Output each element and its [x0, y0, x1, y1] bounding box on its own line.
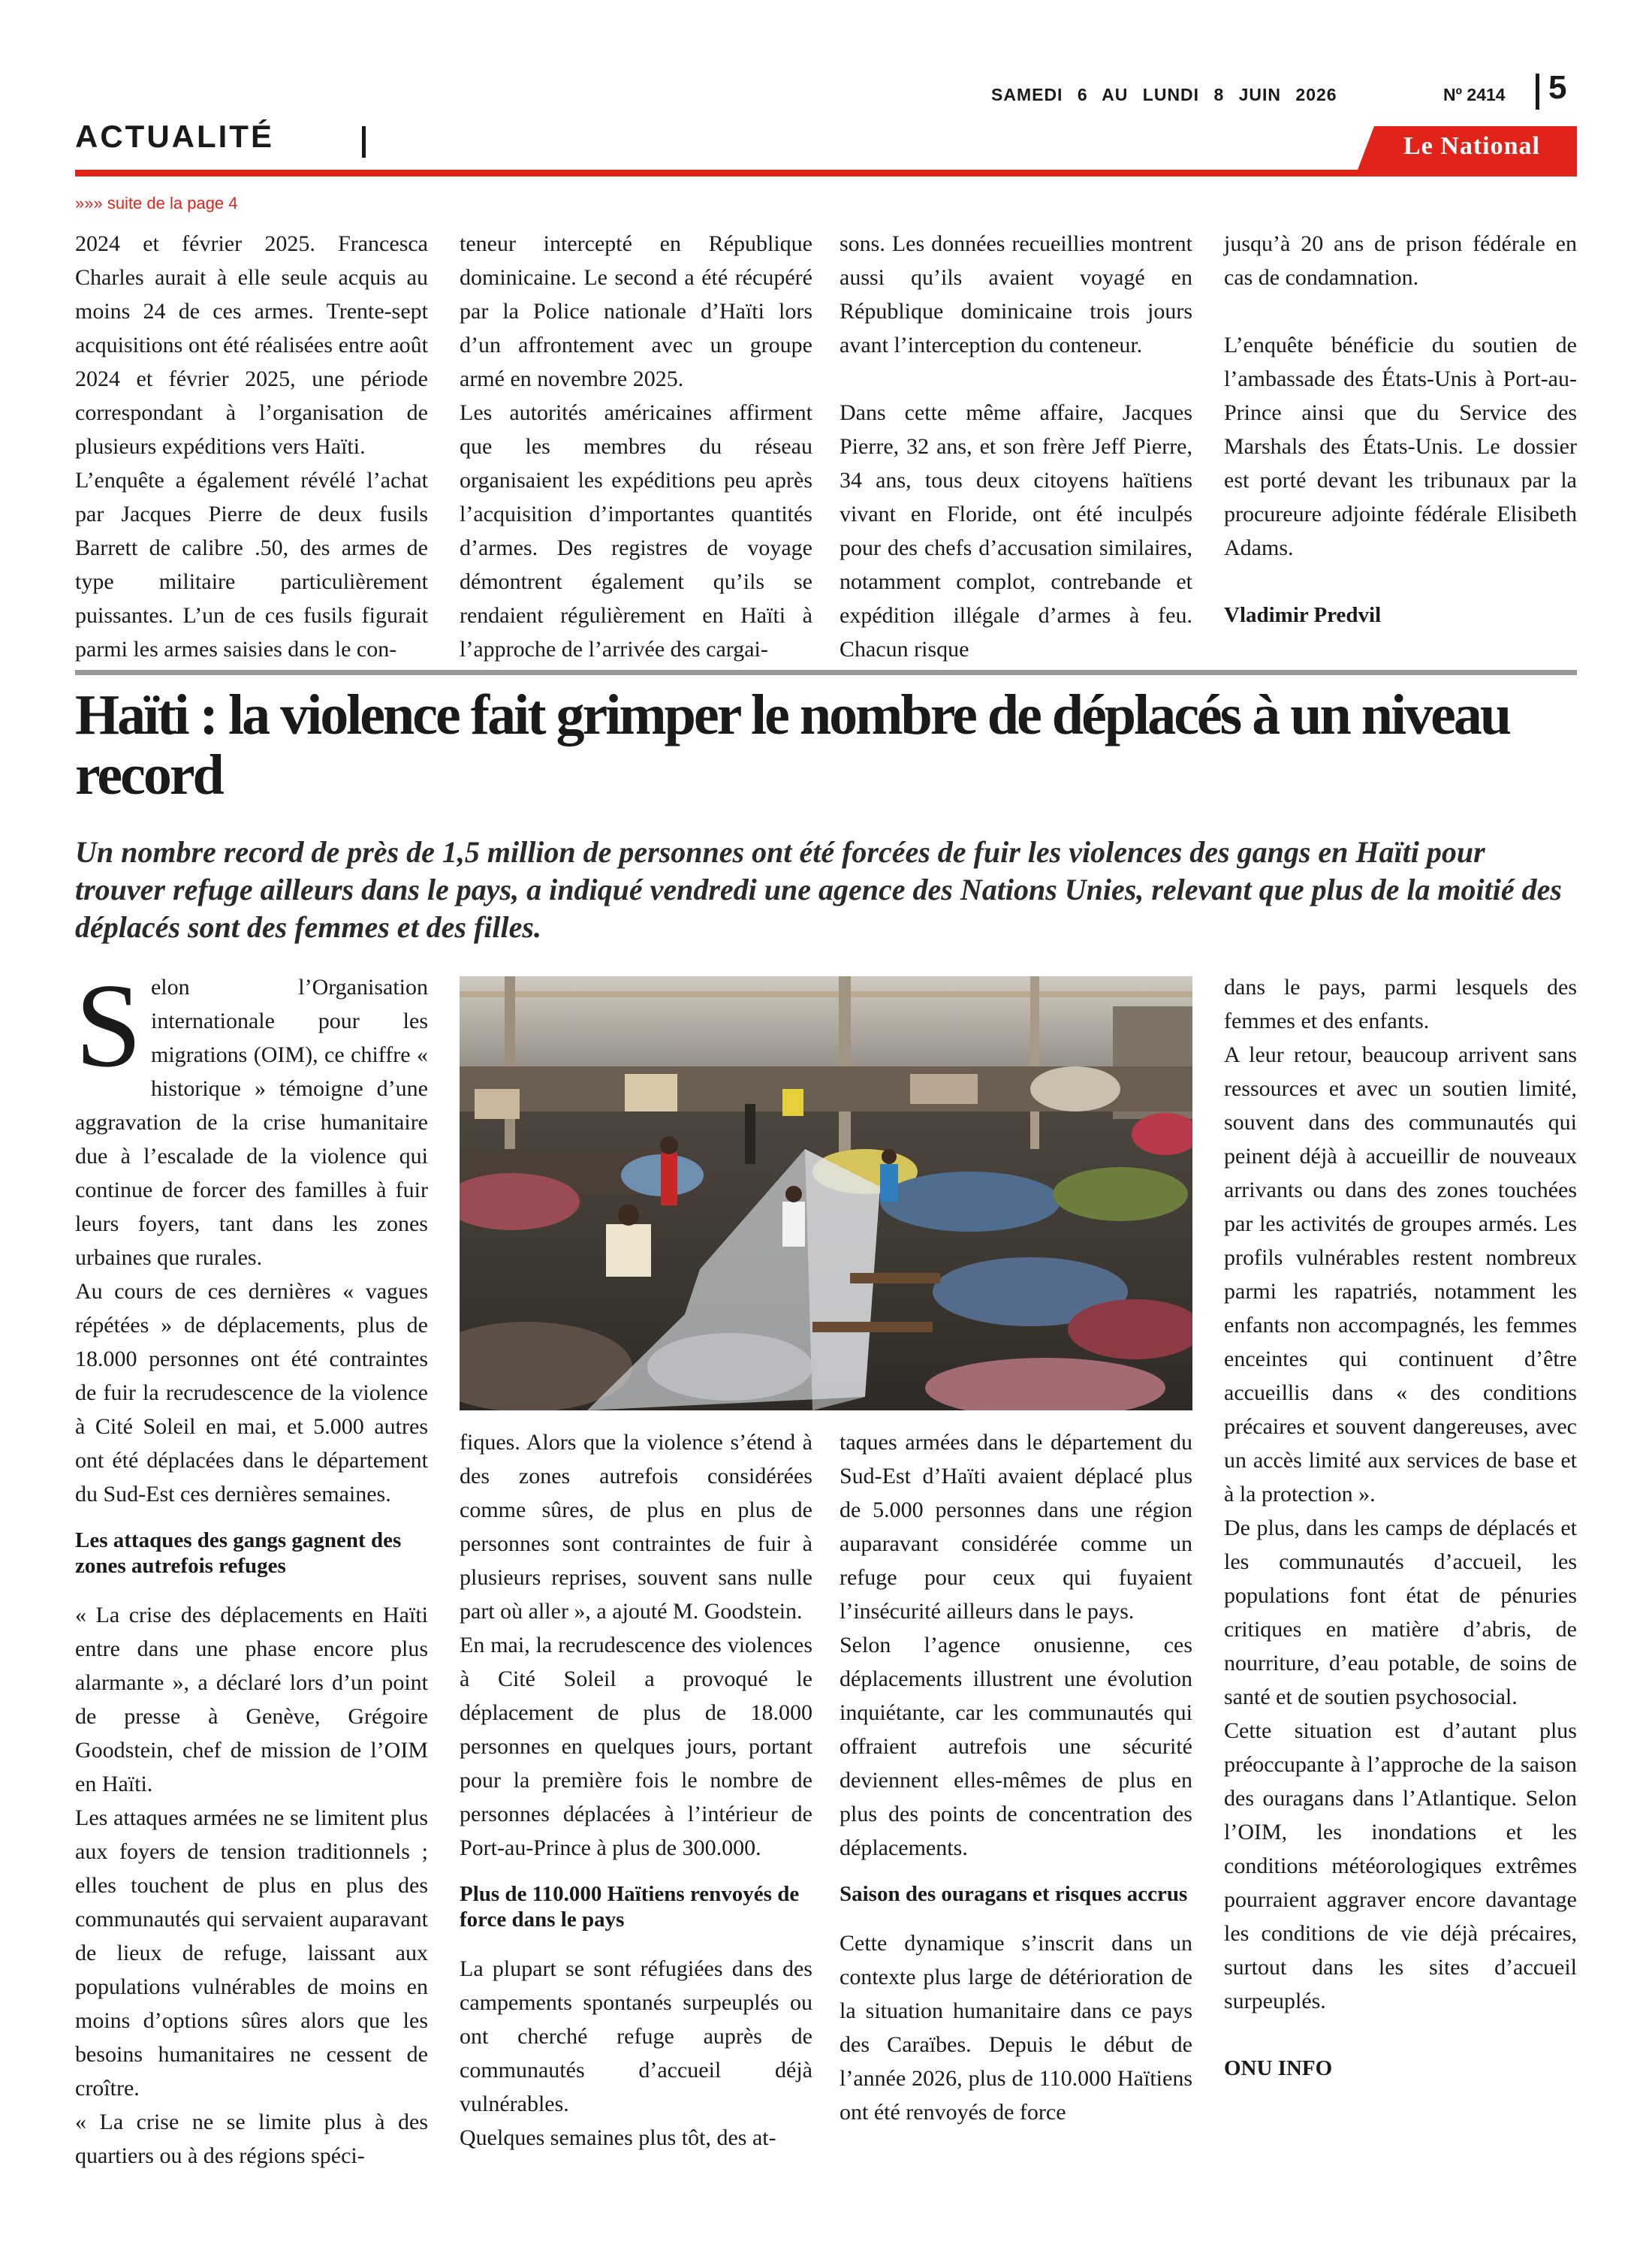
paragraph: « La crise des déplacements en Haïti entre dans une phase encore plus alarmante », a déclaré lors d’un point de presse à Genève, Grégoire Goodstein, chef de mission de l’OIM en Haïti.	[75, 1603, 428, 1796]
section-divider	[362, 126, 366, 158]
drop-cap: S	[75, 958, 142, 1092]
paragraph: Au cours de ces dernières « vagues répétées » de déplacements, plus de 18.000 personnes ont été contraintes de fuir la recrudescence de la violence à Cité Soleil en mai, et 5.000 autres ont été déplacées dans le département du Sud-Est ces dernières semaines.	[75, 1279, 428, 1507]
paragraph: jusqu’à 20 ans de prison fédérale en cas de condamnation.	[1224, 231, 1577, 290]
paragraph: Selon l’agence onusienne, ces déplacements illustrent une évolution inquiétante, car les communautés qui offraient autrefois une sécurité deviennent elles-mêmes de plus en plus des points de concentration des déplacements.	[840, 1633, 1192, 1860]
paragraph: « La crise ne se limite plus à des quartiers ou à des régions spéci-	[75, 2110, 428, 2168]
paragraph: L’enquête bénéficie du soutien de l’ambassade des États-Unis à Port-au-Prince ainsi que du Service des Marshals des États-Unis. Le dossier est porté devant les tribunaux par la procureure adjointe fédérale Elisibeth Adams.	[1224, 333, 1577, 560]
header-divider	[1536, 74, 1539, 110]
top-article-column-4	[1224, 227, 1577, 632]
paragraph: teneur intercepté en République dominicaine. Le second a été récupéré par la Police nationale d’Haïti lors d’un affrontement avec un groupe armé en novembre 2025.	[460, 231, 812, 391]
issue-number: Nº 2414	[1443, 85, 1506, 104]
paragraph: De plus, dans les camps de déplacés et les communautés d’accueil, les populations font état de pénuries critiques en matière d’abris, de nourriture, d’eau potable, de soins de santé et de soutien psychosocial.	[1224, 1516, 1577, 1709]
subheading: Plus de 110.000 Haïtiens renvoyés de force dans le pays	[460, 1882, 800, 1932]
paragraph: Dans cette même affaire, Jacques Pierre, 32 ans, et son frère Jeff Pierre, 34 ans, tous deux citoyens haïtiens vivant en Floride, ont été inculpés pour des chefs d’accusation similaires, notamment complot, contrebande et expédition illégale d’armes à feu. Chacun risque	[840, 400, 1192, 662]
top-article-column-3	[840, 227, 1192, 666]
article-dek: Un nombre record de près de 1,5 million de personnes ont été forcées de fuir les violences des gangs en Haïti pour trouver refuge ailleurs dans le pays, a indiqué vendredi une agence des Nations Unies, relevant que plus de la moitié des déplacés sont des femmes et des filles.	[75, 835, 1562, 944]
paragraph: fiques. Alors que la violence s’étend à des zones autrefois considérées comme sûres, de plus en plus de personnes sont contraintes de fuir à plusieurs reprises, souvent sans nulle part où aller », a ajouté M. Goodstein.	[460, 1430, 812, 1624]
subheading: Les attaques des gangs gagnent des zones autrefois refuges	[75, 1528, 402, 1578]
paragraph: 2024 et février 2025. Francesca Charles aurait à elle seule acquis au moins 24 de ces armes. Trente-sept acquisitions ont été réalisées entre août 2024 et février 2025, une période correspondant à l’organisation de plusieurs expéditions vers Haïti.	[75, 231, 428, 459]
paragraph: taques armées dans le département du Sud-Est d’Haïti avaient déplacé plus de 5.000 personnes dans une région auparavant considérée comme un refuge pour ceux qui fuyaient l’insécurité ailleurs dans le pays.	[840, 1430, 1192, 1624]
issue-date: SAMEDI 6 AU LUNDI 8 JUIN 2026	[991, 85, 1337, 104]
main-article-column-2	[460, 1425, 812, 2155]
continued-from-label: »»» suite de la page 4	[75, 194, 238, 213]
paragraph: dans le pays, parmi lesquels des femmes et des enfants.	[1224, 975, 1577, 1033]
paragraph: Cette dynamique s’inscrit dans un contexte plus large de détérioration de la situation humanitaire dans ce pays des Caraïbes. Depuis le début de l’année 2026, plus de 110.000 Haïtiens ont été renvoyés de force	[840, 1931, 1192, 2125]
main-article-column-3	[840, 1425, 1192, 2129]
paragraph: Les attaques armées ne se limitent plus aux foyers de tension traditionnels ; elles touchent de plus en plus des communautés qui servaient auparavant de lieux de refuge, laissant aux populations vulnérables de moins en moins d’options sûres alors que les besoins humanitaires ne cessent de croître.	[75, 1805, 428, 2101]
article-headline: Haïti : la violence fait grimper le nombre de déplacés à un niveau record	[75, 683, 1510, 807]
paragraph: Quelques semaines plus tôt, des at-	[460, 2125, 776, 2150]
section-label: ACTUALITÉ	[75, 119, 274, 154]
top-article-column-2	[460, 227, 812, 666]
article-separator-rule	[75, 670, 1577, 675]
paragraph: La plupart se sont réfugiées dans des campements spontanés surpeuplés ou ont cherché refuge auprès de communautés d’accueil déjà vulnérables.	[460, 1956, 812, 2116]
article-photo	[460, 976, 1192, 1410]
paragraph: Les autorités américaines affirment que les membres du réseau organisaient les expéditions peu après l’acquisition d’importantes quantités d’armes. Des registres de voyage démontrent également qu’ils se rendaient régulièrement en Haïti à l’approche de l’arrivée des cargai-	[460, 400, 812, 662]
byline: Vladimir Predvil	[1224, 603, 1382, 627]
main-article-column-4	[1224, 970, 1577, 2086]
subheading: Saison des ouragans et risques accrus	[840, 1882, 1188, 1906]
paragraph: Selon l’Organisation internationale pour les migrations (OIM), ce chiffre « historique » témoigne d’une aggravation de la crise humanitaire due à l’escalade de la violence qui continue de forcer des familles à fuir leurs foyers, tant dans les zones urbaines que rurales.	[75, 958, 428, 1270]
page-number: 5	[1548, 69, 1567, 106]
paragraph: Cette situation est d’autant plus préoccupante à l’approche de la saison des ouragans dans l’Atlantique. Selon l’OIM, les inondations et les conditions météorologiques extrêmes pourraient aggraver encore davantage les conditions de vie déjà précaires, surtout dans les sites d’accueil surpeuplés.	[1224, 1718, 1577, 2013]
paragraph: sons. Les données recueillies montrent aussi qu’ils avaient voyagé en République dominicaine trois jours avant l’interception du conteneur.	[840, 231, 1192, 357]
main-article-column-1	[75, 958, 428, 2173]
brand-name: Le National	[1403, 132, 1540, 160]
paragraph: L’enquête a également révélé l’achat par Jacques Pierre de deux fusils Barrett de calibre .50, des armes de type militaire particulièrement puissantes. L’un de ces fusils figurait parmi les armes saisies dans le con-	[75, 468, 428, 662]
top-article-column-1	[75, 227, 428, 666]
paragraph: En mai, la recrudescence des violences à Cité Soleil a provoqué le déplacement de plus de 18.000 personnes en quelques jours, portant pour la première fois le nombre de personnes déplacées à l’intérieur de Port-au-Prince à plus de 300.000.	[460, 1633, 812, 1860]
article-source: ONU INFO	[1224, 2056, 1333, 2080]
header-red-rule	[75, 170, 1577, 176]
paragraph: A leur retour, beaucoup arrivent sans ressources et avec un soutien limité, souvent dans des communautés qui peinent déjà à accueillir de nouveaux arrivants ou dans des zones touchées par les activités de groupes armés. Les profils vulnérables restent nombreux parmi les rapatriés, notamment les enfants non accompagnés, les femmes enceintes qui continuent d’être accueillis dans « des conditions précaires et souvent dangereuses, avec un accès limité aux services de base et à la protection ».	[1224, 1042, 1577, 1507]
